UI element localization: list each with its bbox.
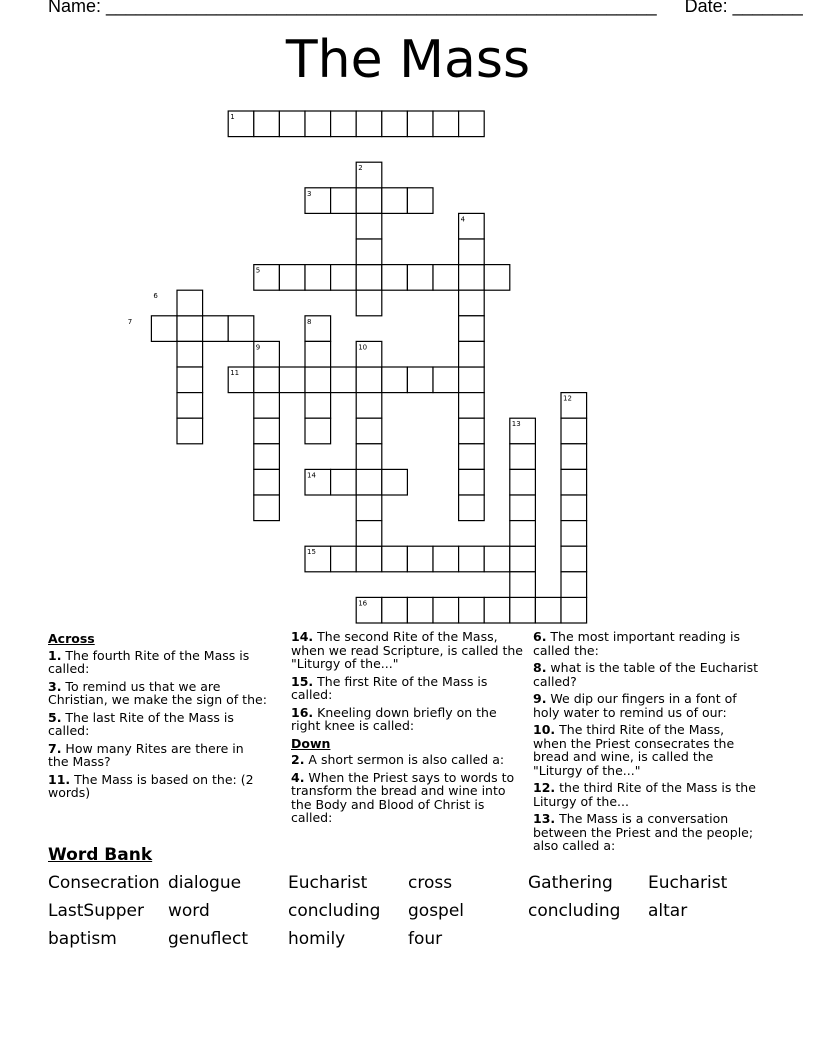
word-bank-item: Consecration <box>48 873 160 893</box>
down-heading: Down <box>291 735 331 751</box>
grid-cell[interactable] <box>407 546 433 572</box>
word-bank-item: genuflect <box>168 929 248 949</box>
clue-number: 15 <box>307 548 316 557</box>
grid-cell[interactable] <box>407 111 433 137</box>
date-field[interactable]: Date: _______ <box>684 0 803 16</box>
grid-cell[interactable] <box>433 367 459 393</box>
grid-cell[interactable] <box>254 393 280 419</box>
grid-cell[interactable] <box>177 290 203 316</box>
grid-cell[interactable] <box>459 265 485 291</box>
grid-cell[interactable] <box>433 111 459 137</box>
name-field[interactable]: Name: _______________________________________________________ <box>48 0 657 16</box>
grid-cell[interactable] <box>254 495 280 521</box>
grid-cell[interactable] <box>177 393 203 419</box>
grid-cell[interactable] <box>177 367 203 393</box>
word-bank-item: Gathering <box>528 873 613 893</box>
grid-cell[interactable] <box>382 188 408 214</box>
grid-cell[interactable] <box>510 495 536 521</box>
grid-cell[interactable] <box>433 265 459 291</box>
grid-cell[interactable] <box>382 367 408 393</box>
grid-cell[interactable] <box>510 469 536 495</box>
grid-cell[interactable] <box>356 444 382 470</box>
word-bank-heading: Word Bank <box>48 845 153 865</box>
clue-down-4: 4. When the Priest says to words to transform the bread and wine into the Body and Blood of Christ is called: <box>291 769 515 825</box>
word-bank-item: word <box>168 901 210 921</box>
grid-cell[interactable] <box>459 111 485 137</box>
word-bank-item: concluding <box>288 901 381 921</box>
grid-cell[interactable] <box>484 265 510 291</box>
grid-cell[interactable] <box>151 316 177 342</box>
grid-cell[interactable] <box>177 418 203 444</box>
grid-cell[interactable] <box>407 597 433 623</box>
across-heading: Across <box>48 631 95 646</box>
clue-down-6: 6. The most important reading is called the: <box>533 629 741 658</box>
grid-cell[interactable] <box>331 546 357 572</box>
grid-cell[interactable] <box>459 597 485 623</box>
grid-cell[interactable] <box>561 572 587 598</box>
grid-cell[interactable] <box>203 316 229 342</box>
grid-cell[interactable] <box>459 367 485 393</box>
clue-number: 10 <box>358 343 368 352</box>
clue-column-3 <box>533 630 758 857</box>
clue-column-2 <box>291 630 523 829</box>
grid-cell[interactable] <box>459 546 485 572</box>
clue-down-2: 2. A short sermon is also called a: <box>291 752 505 767</box>
grid-cell[interactable] <box>459 444 485 470</box>
grid-cell[interactable] <box>484 546 510 572</box>
grid-cell[interactable] <box>279 367 305 393</box>
word-bank-item: cross <box>408 873 453 893</box>
grid-cell[interactable] <box>382 111 408 137</box>
clue-across-3: 3. To remind us that we are Christian, we make the sign of the: <box>48 678 267 707</box>
grid-cell[interactable] <box>459 239 485 265</box>
grid-cell[interactable] <box>356 521 382 547</box>
grid-cell[interactable] <box>356 546 382 572</box>
word-bank-item: dialogue <box>168 873 242 893</box>
grid-cell[interactable] <box>356 469 382 495</box>
clue-across-11: 11. The Mass is based on the: (2 words) <box>48 771 254 800</box>
grid-cell[interactable] <box>382 469 408 495</box>
grid-cell[interactable] <box>177 341 203 367</box>
grid-cell[interactable] <box>561 597 587 623</box>
clue-across-1: 1. The fourth Rite of the Mass is called: <box>48 647 250 676</box>
grid-cell[interactable] <box>407 188 433 214</box>
grid-cell[interactable] <box>510 444 536 470</box>
clue-down-9: 9. We dip our fingers in a font of holy water to remind us of our: <box>533 691 737 720</box>
grid-cell[interactable] <box>459 316 485 342</box>
clue-number: 6 <box>153 292 158 301</box>
grid-cell[interactable] <box>254 111 280 137</box>
clue-number: 4 <box>460 215 466 224</box>
grid-cell[interactable] <box>510 572 536 598</box>
clue-down-10: 10. The third Rite of the Mass, when the Priest consecrates the bread and wine, is called the "Liturgy of the..." <box>533 722 735 778</box>
grid-cell[interactable] <box>407 265 433 291</box>
clue-across-5: 5. The last Rite of the Mass is called: <box>48 709 234 738</box>
grid-cell[interactable] <box>356 367 382 393</box>
grid-cell[interactable] <box>279 265 305 291</box>
grid-cell[interactable] <box>433 597 459 623</box>
grid-cell[interactable] <box>535 597 561 623</box>
grid-cell[interactable] <box>228 316 254 342</box>
word-bank <box>48 872 768 950</box>
grid-cell[interactable] <box>433 546 459 572</box>
word-bank-item: LastSupper <box>48 901 145 921</box>
grid-cell[interactable] <box>254 444 280 470</box>
grid-cell[interactable] <box>561 444 587 470</box>
clue-number: 3 <box>307 189 312 198</box>
grid-cell[interactable] <box>356 111 382 137</box>
grid-cell[interactable] <box>356 290 382 316</box>
clue-number: 11 <box>230 369 240 377</box>
clue-number: 12 <box>563 394 572 403</box>
grid-cell[interactable] <box>279 111 305 137</box>
grid-cell[interactable] <box>305 265 331 291</box>
word-bank-item: gospel <box>408 901 465 921</box>
clue-number: 2 <box>358 164 363 173</box>
grid-cell[interactable] <box>305 393 331 419</box>
word-bank-item: concluding <box>528 901 621 921</box>
clue-number: 14 <box>307 471 316 480</box>
grid-cell[interactable] <box>305 418 331 444</box>
grid-cell[interactable] <box>356 213 382 239</box>
grid-cell[interactable] <box>459 469 485 495</box>
grid-cell[interactable] <box>459 418 485 444</box>
clue-down-12: 12. the third Rite of the Mass is the Liturgy of the... <box>533 780 756 809</box>
grid-cell[interactable] <box>510 521 536 547</box>
word-bank-item: Eucharist <box>648 873 728 893</box>
clue-down-13: 13. The Mass is a conversation between the Priest and the people; also called a: <box>533 811 754 853</box>
grid-cell[interactable] <box>510 546 536 572</box>
grid-cell[interactable] <box>356 239 382 265</box>
word-bank-item: four <box>408 929 443 949</box>
grid-cell[interactable] <box>356 418 382 444</box>
grid-cell[interactable] <box>331 265 357 291</box>
word-bank-item: altar <box>648 901 688 921</box>
grid-cell[interactable] <box>561 521 587 547</box>
clue-across-16: 16. Kneeling down briefly on the right knee is called: <box>291 704 497 733</box>
clue-number: 9 <box>255 343 261 352</box>
grid-cell[interactable] <box>331 111 357 137</box>
grid-cell[interactable] <box>254 469 280 495</box>
grid-cell[interactable] <box>382 265 408 291</box>
grid-cell[interactable] <box>177 316 203 342</box>
grid-cell[interactable] <box>331 469 357 495</box>
grid-cell[interactable] <box>561 546 587 572</box>
grid-cell[interactable] <box>254 418 280 444</box>
clue-number: 16 <box>358 599 368 608</box>
clue-down-8: 8. what is the table of the Eucharist called? <box>533 660 758 689</box>
page-title: The Mass <box>285 30 531 90</box>
clue-column-1 <box>48 630 268 804</box>
word-bank-item: Eucharist <box>288 873 368 893</box>
grid-cell[interactable] <box>459 495 485 521</box>
grid-cell[interactable] <box>382 597 408 623</box>
grid-cell[interactable] <box>331 367 357 393</box>
grid-cell[interactable] <box>510 597 536 623</box>
grid-cell[interactable] <box>561 418 587 444</box>
grid-cell[interactable] <box>484 597 510 623</box>
grid-cell[interactable] <box>305 111 331 137</box>
clue-across-14: 14. The second Rite of the Mass, when we read Scripture, is called the "Liturgy of the..." <box>291 629 523 671</box>
grid-cell[interactable] <box>254 367 280 393</box>
grid-cell[interactable] <box>407 367 433 393</box>
clue-number: 1 <box>230 113 235 121</box>
clue-number: 5 <box>255 266 261 275</box>
grid-cell[interactable] <box>459 341 485 367</box>
grid-cell[interactable] <box>356 495 382 521</box>
grid-cell[interactable] <box>459 393 485 419</box>
grid-cell[interactable] <box>561 469 587 495</box>
clue-number: 13 <box>511 420 521 429</box>
grid-cell[interactable] <box>382 546 408 572</box>
clue-across-7: 7. How many Rites are there in the Mass? <box>48 740 244 769</box>
word-bank-item: baptism <box>48 929 117 949</box>
word-bank-item: homily <box>288 929 346 949</box>
grid-cell[interactable] <box>331 188 357 214</box>
grid-cell[interactable] <box>356 265 382 291</box>
grid-cell[interactable] <box>305 341 331 367</box>
grid-cell[interactable] <box>356 393 382 419</box>
clue-number: 8 <box>307 317 312 326</box>
clue-number: 7 <box>127 317 133 326</box>
grid-cell[interactable] <box>561 495 587 521</box>
clue-across-15: 15. The first Rite of the Mass is called: <box>291 673 488 702</box>
grid-cell[interactable] <box>459 290 485 316</box>
grid-cell[interactable] <box>305 367 331 393</box>
grid-cell[interactable] <box>356 188 382 214</box>
